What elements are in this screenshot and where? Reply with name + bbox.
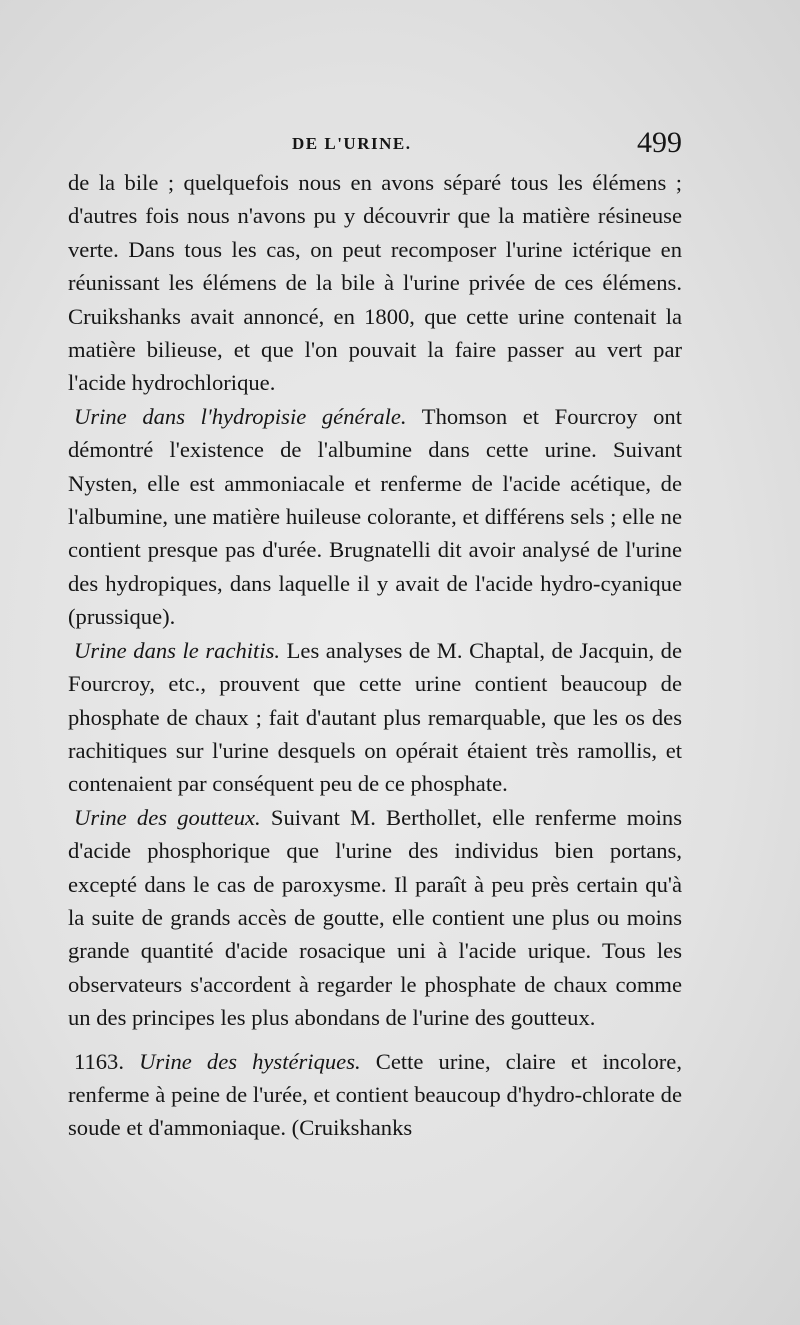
paragraph-icteric-urine — [68, 166, 682, 400]
page-header — [60, 126, 682, 170]
paragraph-number: 1163. — [74, 1048, 124, 1074]
paragraph-text: Thomson et Fourcroy ont démontré l'existence de l'albumine dans cette urine. Suivant Nysten, elle est ammoniacale et renferme de l'acide acétique, de l'albumine, une matière huileuse colorante, et différens sels ; elle ne contient presque pas d'urée. Brugnatelli dit avoir analysé de l'urine des hydropiques, dans laquelle il y avait de l'acide hydro-cyanique (prussique). — [68, 403, 682, 630]
running-head: DE L'URINE. — [292, 134, 412, 153]
paragraph-gout — [68, 801, 682, 1035]
paragraph-title: Urine des goutteux. — [74, 804, 261, 830]
paragraph-title: Urine dans le rachitis. — [74, 637, 281, 663]
paragraph-title: Urine dans l'hydropisie générale. — [74, 403, 407, 429]
paragraph-text: Cette urine, claire et incolore, renferme à peine de l'urée, et contient beaucoup d'hydro-chlorate de soude et d'ammoniaque. (Cruikshanks — [68, 1048, 682, 1141]
paragraph-text: Suivant M. Berthollet, elle renferme moins d'acide phosphorique que l'urine des individus bien portans, excepté dans le cas de paroxysme. Il paraît à peu près certain qu'à la suite de grands accès de goutte, elle contient une plus ou moins grande quantité d'acide rosacique uni à l'acide urique. Tous les observateurs s'accordent à regarder le phosphate de chaux comme un des principes les plus abondans de l'urine des goutteux. — [68, 804, 682, 1031]
paragraph-text: de la bile ; quelquefois nous en avons séparé tous les élémens ; d'autres fois nous n'avons pu y découvrir que la matière résineuse verte. Dans tous les cas, on peut recomposer l'urine ictérique en réunissant les élémens de la bile à l'urine privée de ces élémens. Cruikshanks avait annoncé, en 1800, que cette urine contenait la matière bilieuse, et que l'on pouvait la faire passer au vert par l'acide hydrochlorique. — [68, 170, 682, 396]
paragraph-hydropsy — [68, 400, 682, 634]
paragraph-text: Les analyses de M. Chaptal, de Jacquin, de Fourcroy, etc., prouvent que cette urine contient beaucoup de phosphate de chaux ; fait d'autant plus remarquable, que les os des rachitiques sur l'urine desquels on opérait étaient très ramollis, et contenaient par conséquent peu de ce phosphate. — [68, 637, 682, 797]
body-text — [68, 166, 682, 1145]
paragraph-rachitis — [68, 634, 682, 801]
paragraph-title: Urine des hystériques. — [139, 1048, 361, 1074]
paragraph-hysteria — [68, 1045, 682, 1145]
page-number: 499 — [637, 126, 682, 159]
